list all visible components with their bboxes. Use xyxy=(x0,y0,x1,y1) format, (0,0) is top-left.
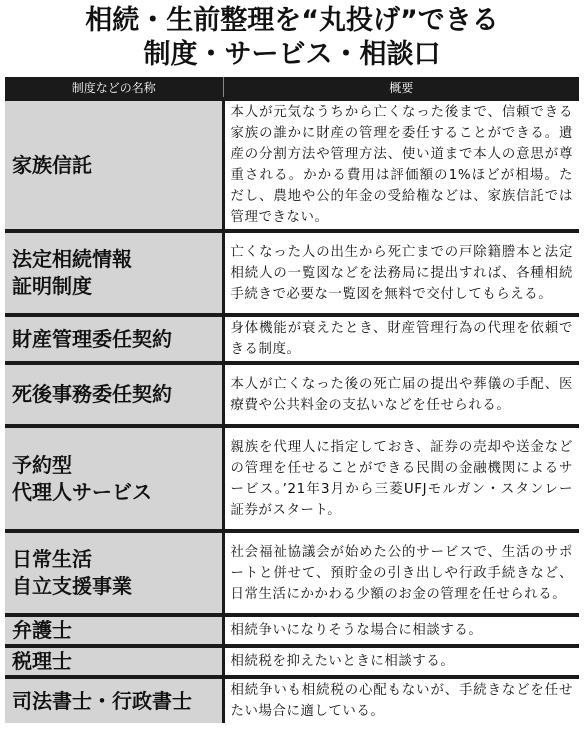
header-overview: 概要 xyxy=(223,77,579,99)
row-description: 相続争いも相続税の心配もないが、手続きなどを任せたい場合に適している。 xyxy=(223,677,579,723)
row-name xyxy=(5,646,223,677)
row-name-line: 法定相続情報 xyxy=(12,247,132,271)
row-name-line: 司法書士・行政書士 xyxy=(12,688,192,713)
title-line-1: 相続・生前整理を“丸投げ”できる xyxy=(85,5,499,36)
table-row xyxy=(5,426,579,531)
row-name-line: 死後事務委任契約 xyxy=(12,382,172,406)
header-name: 制度などの名称 xyxy=(5,77,223,99)
row-name xyxy=(5,531,223,615)
services-table xyxy=(5,77,579,723)
row-name-line: 税理士 xyxy=(12,649,72,673)
row-description: 相続争いになりそうな場合に相談する。 xyxy=(223,615,579,646)
row-description: 本人が元気なうちから亡くなった後まで、信頼できる家族の誰かに財産の管理を委任することができる。遺産の分割方法や管理方法、使い道まで本人の意思が尊重される。かかる費用は評価額の1%ほどが相場。ただし、農地や公的年金の受給権などは、家族信託では管理できない。 xyxy=(223,99,579,231)
row-name xyxy=(5,231,223,315)
row-name xyxy=(5,363,223,426)
table-header-row xyxy=(5,77,579,99)
row-description: 亡くなった人の出生から死亡までの戸除籍謄本と法定相続人の一覧図などを法務局に提出すれば、各種相続手続きで必要な一覧図を無料で交付してもらえる。 xyxy=(223,231,579,315)
row-name-line: 証明制度 xyxy=(12,274,92,298)
row-name-line: 財産管理委任契約 xyxy=(12,326,172,351)
row-name-line: 家族信託 xyxy=(12,152,92,177)
row-description: 相続税を抑えたいときに相談する。 xyxy=(223,646,579,677)
table-row xyxy=(5,615,579,646)
row-name-line: 代理人サービス xyxy=(12,479,152,504)
row-description: 身体機能が衰えたとき、財産管理行為の代理を依頼できる制度。 xyxy=(223,315,579,363)
row-description: 親族を代理人に指定しておき、証券の売却や送金などの管理を任せることができる民間の金融機関によるサービス。’21年3月から三菱UFJモルガン・スタンレー証券がスタート。 xyxy=(223,426,579,531)
table-row xyxy=(5,363,579,426)
table-row xyxy=(5,99,579,231)
table-row xyxy=(5,646,579,677)
row-name-line: 弁護士 xyxy=(12,618,72,642)
row-name xyxy=(5,99,223,231)
row-name xyxy=(5,615,223,646)
table-row xyxy=(5,315,579,363)
row-name xyxy=(5,677,223,723)
row-name-line: 日常生活 xyxy=(12,547,92,571)
row-name xyxy=(5,426,223,531)
table-row xyxy=(5,531,579,615)
row-name-line: 自立支援事業 xyxy=(12,574,132,598)
page-title xyxy=(0,0,584,72)
row-name-line: 予約型 xyxy=(12,452,72,477)
row-name xyxy=(5,315,223,363)
row-description: 本人が亡くなった後の死亡届の提出や葬儀の手配、医療費や公共料金の支払いなどを任せられる。 xyxy=(223,363,579,426)
table-row xyxy=(5,677,579,723)
title-line-2: 制度・サービス・相談口 xyxy=(143,39,441,70)
row-description: 社会福祉協議会が始めた公的サービスで、生活のサポートと併せて、預貯金の引き出しや行政手続きなど、日常生活にかかわる少額のお金の管理を任せられる。 xyxy=(223,531,579,615)
table-row xyxy=(5,231,579,315)
